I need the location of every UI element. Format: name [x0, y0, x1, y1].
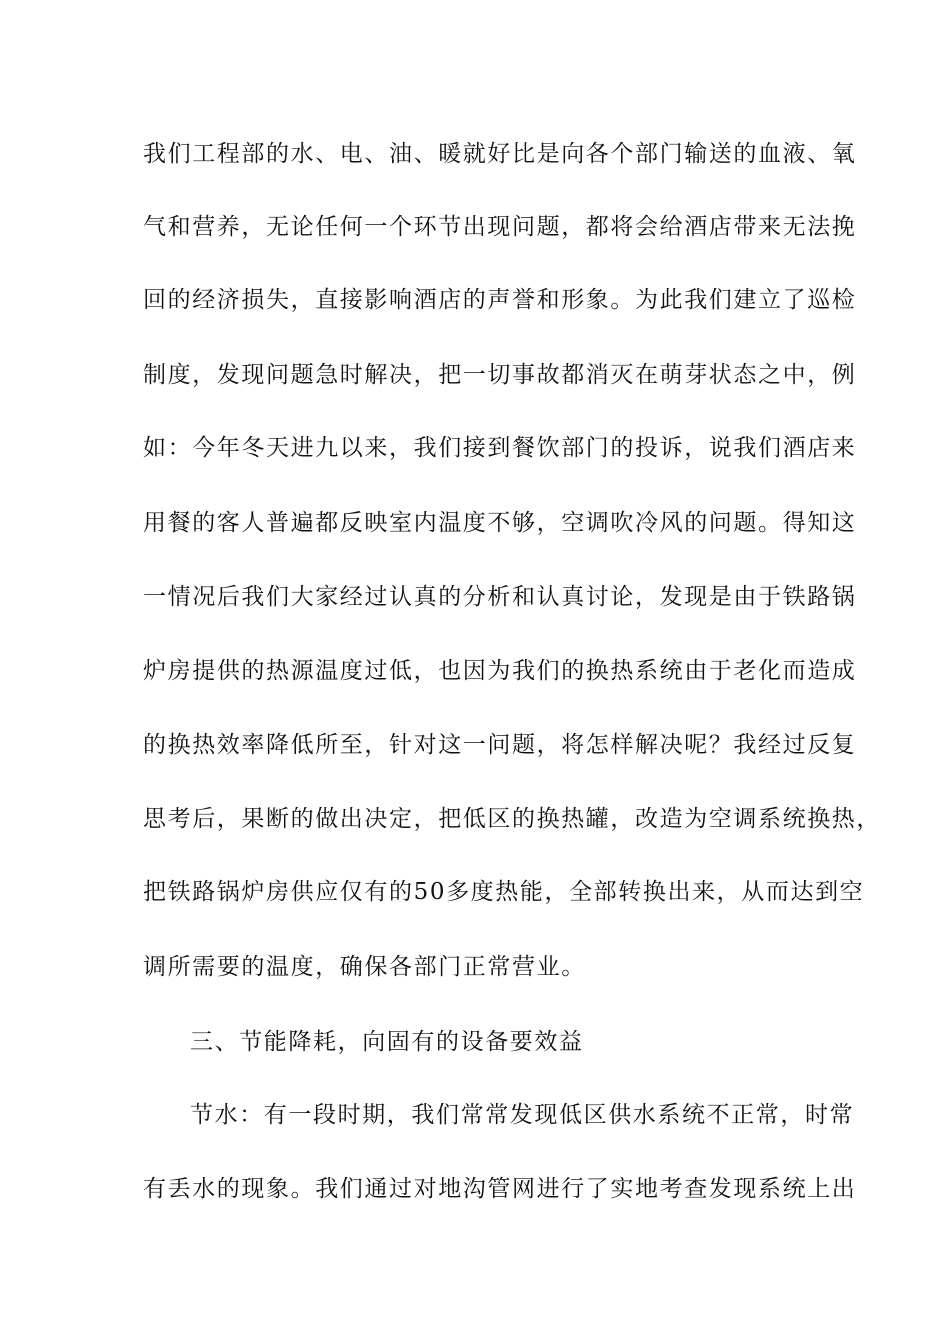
body-text-line: 的换热效率降低所至，针对这一问题，将怎样解决呢？我经过反复 — [143, 732, 857, 758]
body-text-line: 制度，发现问题急时解决，把一切事故都消灭在萌芽状态之中，例 — [143, 362, 857, 388]
body-text-line: 气和营养，无论任何一个环节出现问题，都将会给酒店带来无法挽 — [143, 214, 857, 240]
body-text-line: 回的经济损失，直接影响酒店的声誉和形象。为此我们建立了巡检 — [143, 287, 857, 313]
body-text-line: 用餐的客人普遍都反映室内温度不够，空调吹冷风的问题。得知这 — [143, 510, 857, 536]
body-text-line: 我们工程部的水、电、油、暖就好比是向各个部门输送的血液、氧 — [143, 141, 857, 167]
body-text-line: 节水：有一段时期，我们常常发现低区供水系统不正常，时常 — [190, 1102, 855, 1128]
section-heading: 三、节能降耗，向固有的设备要效益 — [190, 1029, 584, 1055]
body-text-line: 有丢水的现象。我们通过对地沟管网进行了实地考查发现系统上出 — [143, 1176, 857, 1202]
body-text-line: 思考后，果断的做出决定，把低区的换热罐，改造为空调系统换热， — [143, 806, 881, 832]
body-text-line: 炉房提供的热源温度过低，也因为我们的换热系统由于老化而造成 — [143, 658, 857, 684]
body-text-line: 一情况后我们大家经过认真的分析和认真讨论，发现是由于铁路锅 — [143, 584, 857, 610]
body-text-line: 如：今年冬天进九以来，我们接到餐饮部门的投诉，说我们酒店来 — [143, 435, 857, 461]
body-text-line: 把铁路锅炉房供应仅有的50多度热能，全部转换出来，从而达到空 — [143, 879, 865, 905]
body-text-line: 调所需要的温度，确保各部门正常营业。 — [143, 954, 586, 980]
